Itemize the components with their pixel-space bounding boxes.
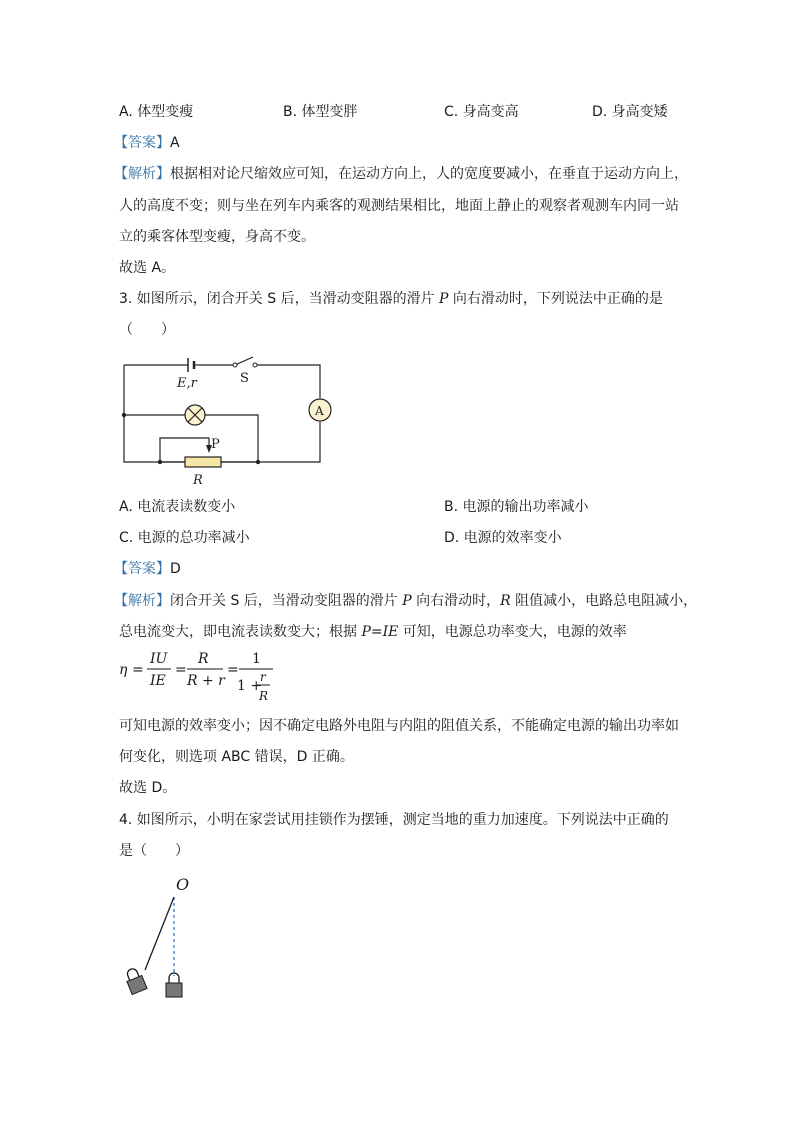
q3-option-d: D. 电源的效率变小 [444, 530, 562, 546]
formula-num-2: R [198, 651, 209, 667]
q2-analysis-line-2: 人的高度不变；则与坐在列车内乘客的观测结果相比，地面上静止的观察者观测车内同一站 [119, 198, 679, 214]
formula-den-1: IE [150, 673, 166, 689]
analysis-text: 向右滑动时， [411, 593, 501, 609]
q3-answer [114, 559, 181, 579]
formula-equals: = [132, 662, 144, 678]
pendulum-string [145, 897, 174, 970]
answer-value: A [170, 135, 180, 151]
q3-option-c: C. 电源的总功率减小 [119, 530, 250, 546]
q2-option-d: D. 身高变矮 [592, 104, 668, 120]
padlock-rest-icon [166, 973, 182, 997]
formula-num-3: 1 [252, 651, 261, 667]
q3-stem-line-2: （ ） [119, 322, 175, 338]
battery-label: E,r [177, 376, 197, 391]
analysis-var-r: R [500, 593, 511, 609]
q2-answer [114, 133, 180, 153]
q3-option-a: A. 电流表读数变小 [119, 499, 236, 515]
formula-eta: η [119, 662, 128, 678]
formula-den-3-den: R [259, 689, 269, 703]
answer-value: D [170, 561, 181, 577]
slider-label: P [211, 437, 220, 452]
formula-equals: = [227, 662, 239, 678]
stem-text: 向右滑动时，下列说法中正确的是 [448, 291, 663, 307]
analysis-formula-inline: P=IE [361, 624, 399, 640]
junction-dot [256, 460, 260, 464]
ammeter-label: A [315, 404, 324, 418]
answer-tag: 【答案】 [114, 561, 170, 577]
wire-bottom-loop [124, 365, 320, 462]
q4-stem-line-2: 是（ ） [119, 843, 189, 859]
q4-stem-line-1: 4. 如图所示，小明在家尝试用挂锁作为摆锤，测定当地的重力加速度。下列说法中正确的 [119, 812, 669, 828]
formula-equals: = [175, 662, 187, 678]
analysis-text: 总电流变大，即电流表读数变大；根据 [119, 624, 362, 640]
padlock-displaced-icon [123, 966, 147, 994]
stem-text: 3. 如图所示，闭合开关 S 后，当滑动变阻器的滑片 [119, 291, 440, 307]
formula-den-3-num: r [260, 670, 266, 684]
q2-analysis-line-1 [114, 164, 688, 184]
analysis-text: 可知，电源总功率变大，电源的效率 [398, 624, 627, 640]
analysis-tag: 【解析】 [114, 166, 170, 182]
switch-label: S [240, 371, 249, 386]
rheostat-icon [185, 457, 221, 467]
formula-den-3-one: 1 + [237, 678, 263, 694]
efficiency-formula [117, 648, 287, 710]
analysis-var-p: P [402, 593, 412, 609]
stem-var-p: P [439, 291, 449, 307]
formula-den-2: R + r [187, 673, 225, 689]
analysis-tag: 【解析】 [114, 593, 170, 609]
q3-analysis-line-4: 何变化，则选项 ABC 错误，D 正确。 [119, 749, 354, 765]
q3-analysis-line-1 [114, 591, 697, 611]
analysis-text: 阻值减小，电路总电阻减小， [510, 593, 698, 609]
switch-contact-right [253, 363, 257, 367]
junction-dot [158, 460, 162, 464]
q3-circuit-diagram [115, 350, 340, 490]
analysis-text: 根据相对论尺缩效应可知，在运动方向上，人的宽度要减小，在垂直于运动方向上， [170, 166, 688, 182]
q3-stem-line-1 [119, 289, 663, 309]
analysis-text: 闭合开关 S 后，当滑动变阻器的滑片 [170, 593, 403, 609]
q2-option-b: B. 体型变胖 [283, 104, 358, 120]
q3-analysis-line-2 [119, 622, 627, 642]
q2-option-c: C. 身高变高 [444, 104, 519, 120]
q3-option-b: B. 电源的输出功率减小 [444, 499, 589, 515]
formula-num-1: IU [150, 651, 168, 667]
q2-option-a: A. 体型变瘦 [119, 104, 194, 120]
pivot-label: O [176, 875, 190, 894]
wire-top-right [255, 365, 320, 398]
q2-analysis-line-3: 立的乘客体型变瘦，身高不变。 [119, 229, 315, 245]
q2-conclusion: 故选 A。 [119, 260, 176, 276]
switch-blade [235, 357, 253, 365]
answer-tag: 【答案】 [114, 135, 170, 151]
switch-contact-left [233, 363, 237, 367]
resistor-label: R [193, 473, 203, 488]
q3-analysis-line-3: 可知电源的效率变小；因不确定电路外电阻与内阻的阻值关系，不能确定电源的输出功率如 [119, 718, 679, 734]
q3-conclusion: 故选 D。 [119, 780, 177, 796]
q4-pendulum-diagram [115, 870, 205, 1005]
junction-dot [122, 413, 126, 417]
